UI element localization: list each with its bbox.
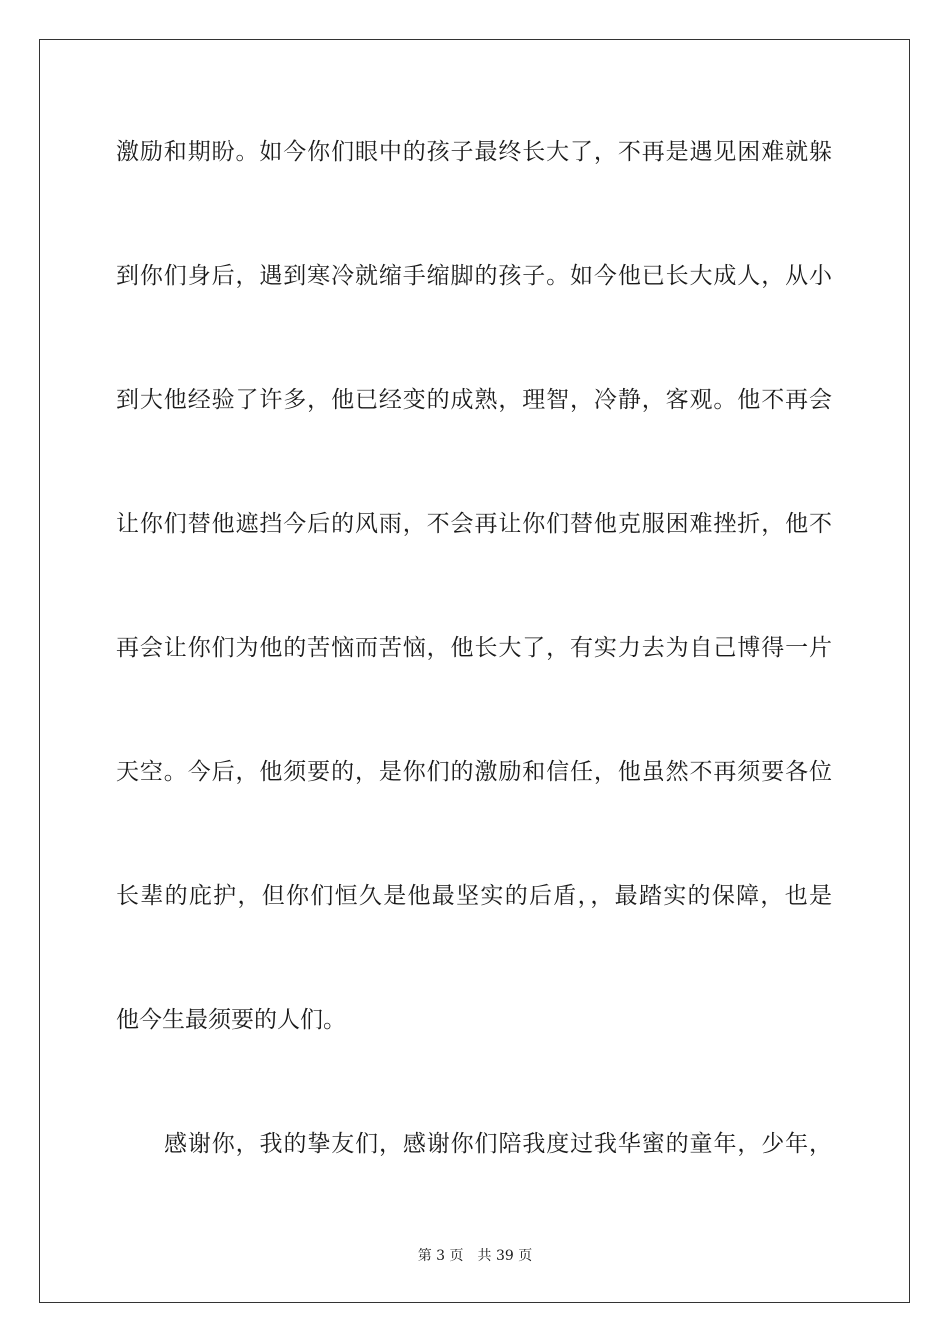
page-border — [39, 39, 910, 1303]
total-pages: 共 39 页 — [477, 1248, 533, 1264]
text-line: 长辈的庇护，但你们恒久是他最坚实的后盾，，最踏实的保障，也是 — [116, 883, 832, 909]
text-line: 让你们替他遮挡今后的风雨，不会再让你们替他克服困难挫折，他不 — [116, 511, 832, 537]
text-line: 激励和期盼。如今你们眼中的孩子最终长大了，不再是遇见困难就躲 — [116, 139, 832, 165]
text-line: 天空。今后，他须要的，是你们的激励和信任，他虽然不再须要各位 — [116, 759, 832, 785]
text-line: 到你们身后，遇到寒冷就缩手缩脚的孩子。如今他已长大成人，从小 — [116, 263, 832, 289]
text-line: 感谢你，我的挚友们，感谢你们陪我度过我华蜜的童年，少年， — [164, 1131, 832, 1157]
page-number: 第 3 页 — [417, 1248, 464, 1264]
text-line: 再会让你们为他的苦恼而苦恼，他长大了，有实力去为自己博得一片 — [116, 635, 832, 661]
page-footer — [0, 1247, 950, 1265]
text-line: 他今生最须要的人们。 — [116, 1007, 346, 1033]
text-line: 到大他经验了许多，他已经变的成熟，理智，冷静，客观。他不再会 — [116, 387, 832, 413]
